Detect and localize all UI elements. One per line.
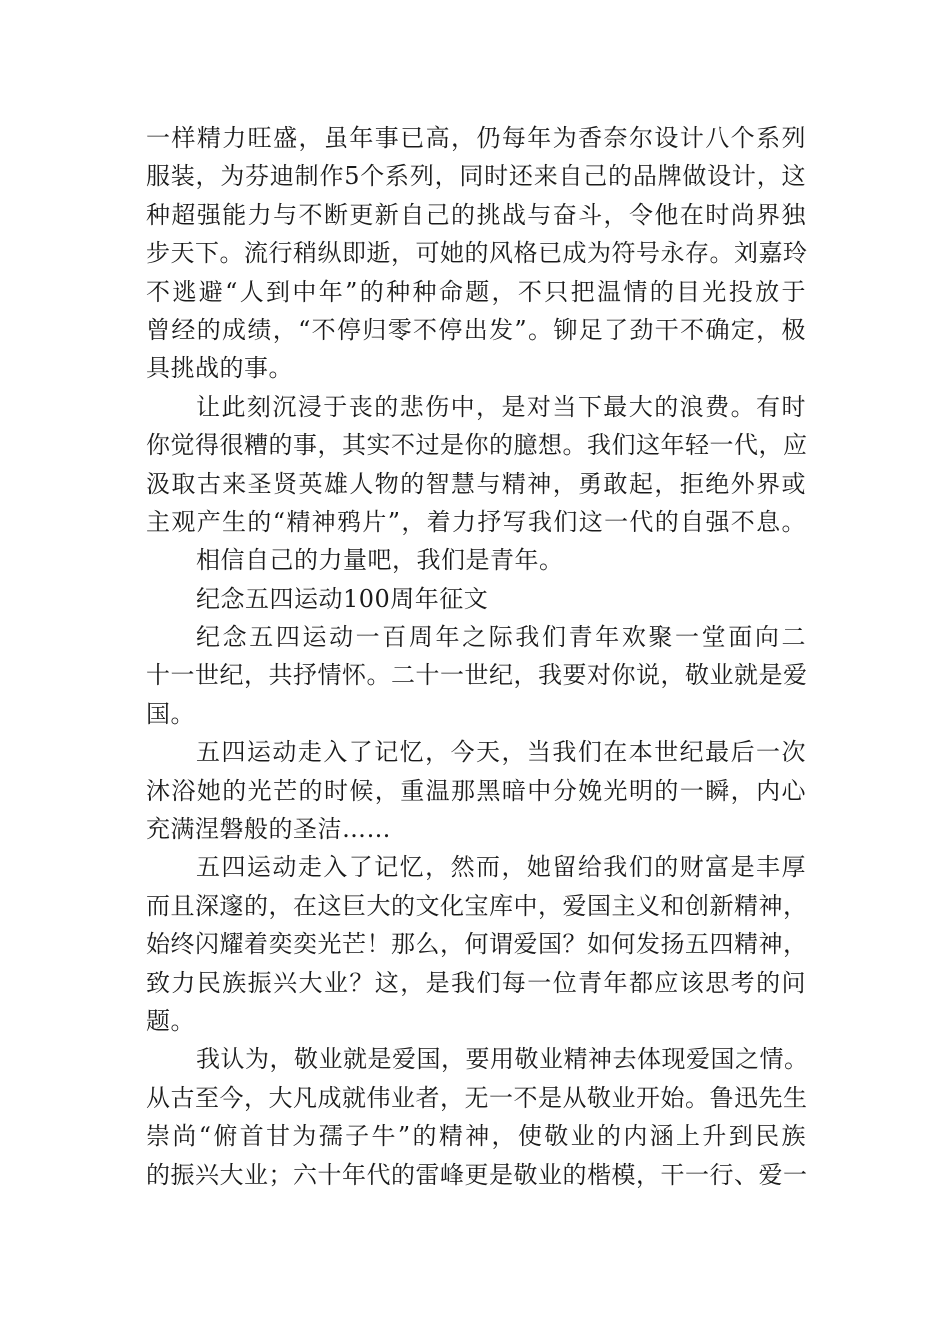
paragraph-first-line: 纪念五四运动一百周年之际我们青年欢聚一堂面向二 bbox=[196, 623, 806, 652]
section-heading: 纪念五四运动100周年征文 bbox=[196, 584, 489, 613]
paragraph-first-line: 让此刻沉浸于丧的悲伤中，是对当下最大的浪费。有时 bbox=[196, 392, 806, 421]
document-page bbox=[146, 119, 809, 1194]
text-line: 不逃避“人到中年”的种种命题，不只把温情的目光投放于 bbox=[146, 277, 806, 306]
text-line: 而且深邃的，在这巨大的文化宝库中，爱国主义和创新精神， bbox=[146, 891, 808, 920]
text-line: 步天下。流行稍纵即逝，可她的风格已成为符号永存。刘嘉玲 bbox=[146, 239, 808, 268]
text-line: 汲取古来圣贤英雄人物的智慧与精神，勇敢起，拒绝外界或 bbox=[146, 469, 806, 498]
text-line: 曾经的成绩，“不停归零不停出发”。铆足了劲干不确定，极 bbox=[146, 315, 806, 344]
text-line: 十一世纪，共抒情怀。二十一世纪，我要对你说，敬业就是爱 bbox=[146, 661, 808, 690]
text-line: 致力民族振兴大业？这，是我们每一位青年都应该思考的问 bbox=[146, 968, 806, 997]
text-line: 沐浴她的光芒的时候，重温那黑暗中分娩光明的一瞬，内心 bbox=[146, 776, 806, 805]
text-line: 崇尚“俯首甘为孺子牛”的精神，使敬业的内涵上升到民族 bbox=[146, 1122, 806, 1151]
text-line: 你觉得很糟的事，其实不过是你的臆想。我们这年轻一代，应 bbox=[146, 431, 808, 460]
text-line: 始终闪耀着奕奕光芒！那么，何谓爱国？如何发扬五四精神， bbox=[146, 930, 808, 959]
paragraph-first-line: 五四运动走入了记忆，今天，当我们在本世纪最后一次 bbox=[196, 738, 806, 767]
text-line: 国。 bbox=[146, 699, 195, 728]
text-line: 充满涅磐般的圣洁…… bbox=[146, 815, 391, 844]
paragraph-first-line: 我认为，敬业就是爱国，要用敬业精神去体现爱国之情。 bbox=[196, 1045, 809, 1074]
text-line: 题。 bbox=[146, 1006, 195, 1035]
text-line: 种超强能力与不断更新自己的挑战与奋斗，令他在时尚界独 bbox=[146, 200, 806, 229]
text-line: 主观产生的“精神鸦片”，着力抒写我们这一代的自强不息。 bbox=[146, 507, 806, 536]
paragraph-first-line: 相信自己的力量吧，我们是青年。 bbox=[196, 546, 564, 575]
text-line: 一样精力旺盛，虽年事已高，仍每年为香奈尔设计八个系列 bbox=[146, 124, 806, 152]
text-line: 服装，为芬迪制作5个系列，同时还来自己的品牌做设计，这 bbox=[146, 162, 806, 191]
text-line: 具挑战的事。 bbox=[146, 354, 293, 383]
text-line: 从古至今，大凡成就伟业者，无一不是从敬业开始。鲁迅先生 bbox=[146, 1083, 808, 1112]
text-line: 的振兴大业；六十年代的雷峰更是敬业的楷模，干一行、爱一 bbox=[146, 1160, 808, 1189]
paragraph-first-line: 五四运动走入了记忆，然而，她留给我们的财富是丰厚 bbox=[196, 853, 806, 882]
